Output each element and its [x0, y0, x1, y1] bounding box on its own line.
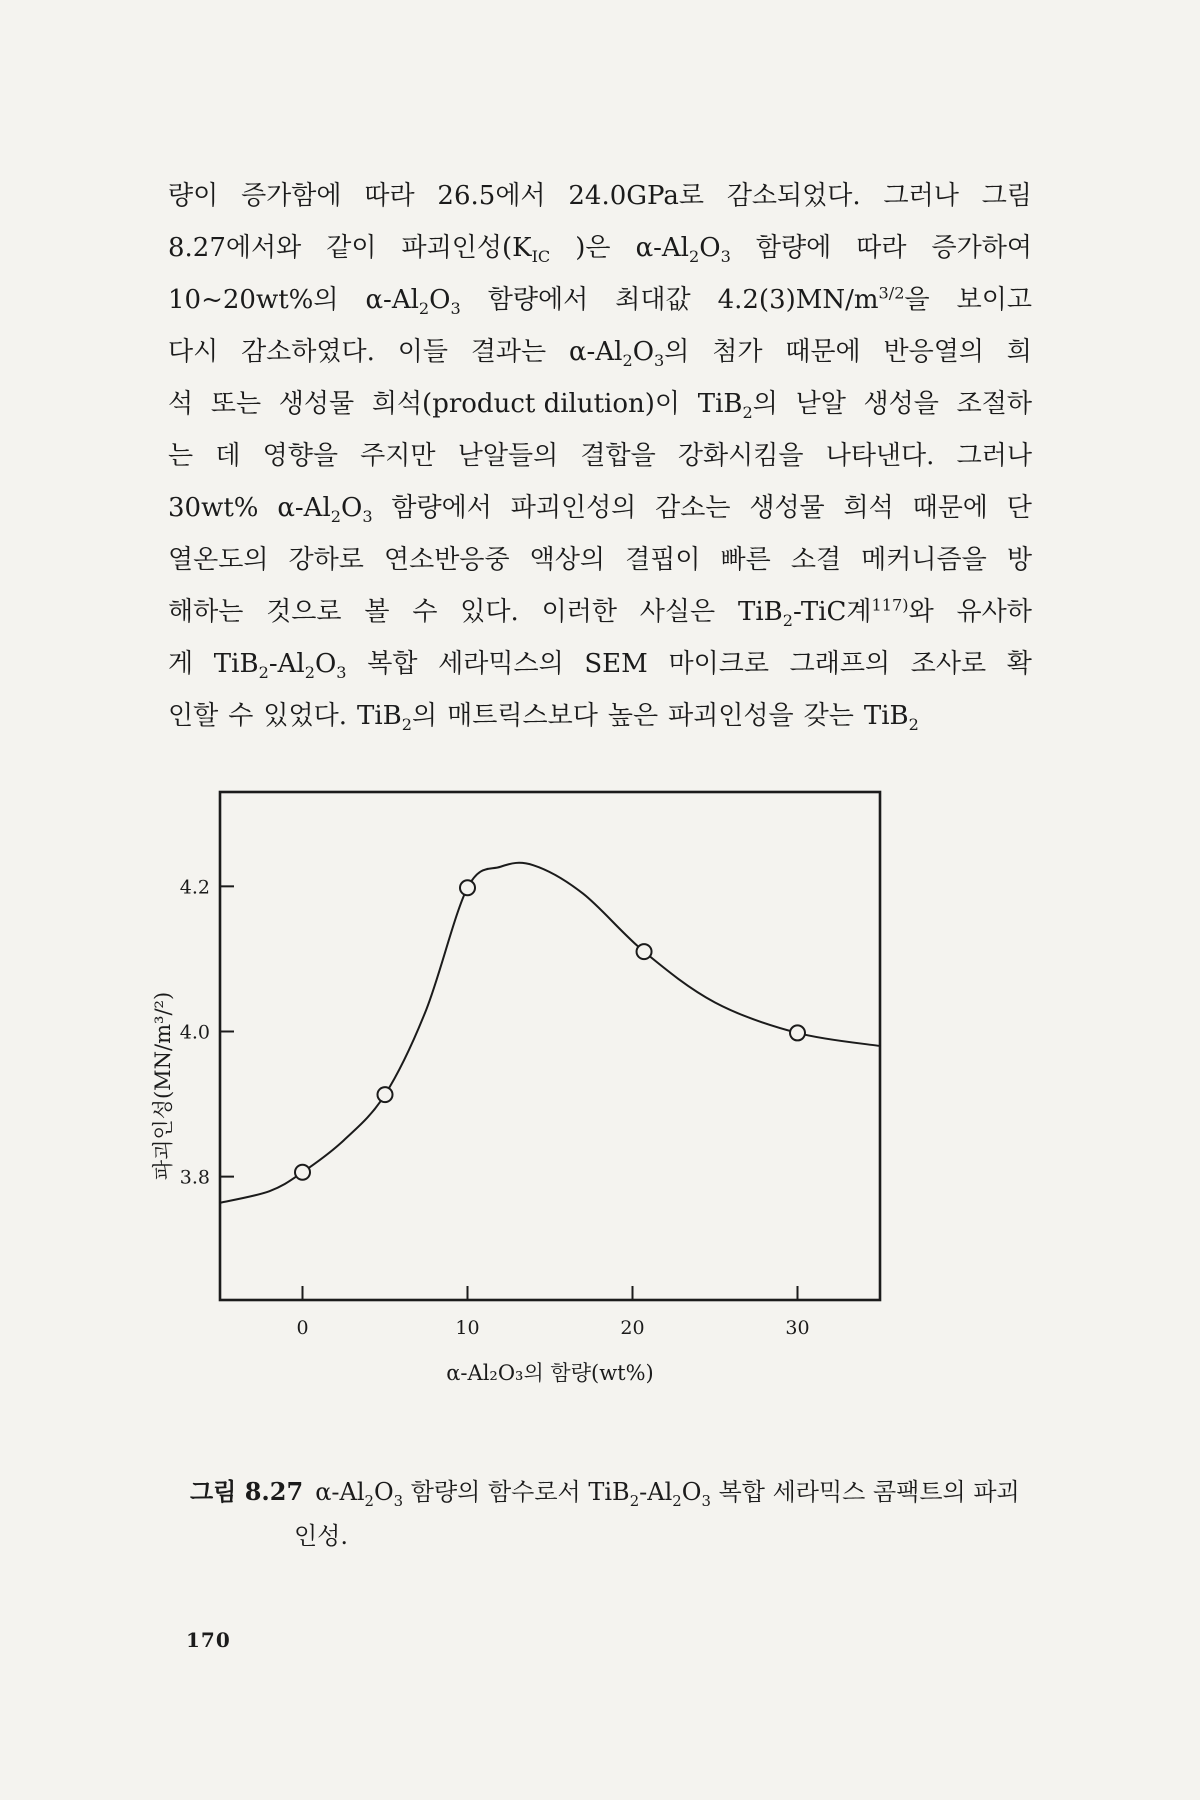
text-word: SEM: [584, 649, 648, 679]
text-word: 나타낸다.: [825, 441, 935, 471]
text-word: 같이: [326, 233, 377, 263]
text-word: 결과는: [470, 337, 547, 367]
text-word: 강화시킴을: [677, 441, 804, 471]
text-word: 때문에: [785, 337, 861, 367]
subscript: 3: [336, 663, 347, 683]
text-word: 희석(product dilution)이: [371, 389, 681, 419]
text-word: 최대값: [615, 285, 691, 315]
text-word: 첨가: [712, 337, 763, 367]
subscript: 3: [450, 299, 461, 319]
text-word: 조사로: [910, 649, 987, 679]
text-word: 게: [168, 649, 194, 679]
text-word: 그러나: [956, 441, 1032, 471]
text-word: 때문에: [912, 493, 988, 523]
text-word: 해하는: [168, 597, 244, 627]
body-line: [168, 222, 1032, 274]
text-word: 반응열의: [883, 337, 984, 367]
page-number: 170: [186, 1628, 231, 1652]
text-word: 인할: [168, 701, 219, 731]
subscript: 2: [622, 351, 633, 371]
subscript: 2: [629, 1491, 640, 1510]
figure-8-27: [140, 770, 1040, 1510]
text-word: 있다.: [460, 597, 519, 627]
text-word: 파괴인성을: [668, 701, 794, 731]
text-word: TiB$_2$의: [356, 701, 438, 735]
series-line: [220, 863, 880, 1203]
text-word: 또는: [210, 389, 262, 419]
superscript: 117): [871, 595, 909, 615]
body-line: [168, 482, 1032, 534]
subscript: 3: [362, 507, 373, 527]
caption-label: 그림 8.27: [190, 1477, 304, 1506]
text-word: 액상의: [529, 545, 606, 575]
text-word: 수: [228, 701, 254, 731]
text-word: 소결: [790, 545, 842, 575]
y-axis-label: 파괴인성(MN/m³/²): [151, 991, 175, 1181]
data-point: [295, 1165, 310, 1180]
text-word: 주지만: [360, 441, 436, 471]
x-tick-label: 0: [296, 1317, 309, 1339]
x-tick-label: 10: [455, 1317, 480, 1339]
text-word: 생성물: [278, 389, 355, 419]
caption-word: $\alpha-Al_2O_3$: [315, 1478, 404, 1510]
text-word: 30wt%: [168, 493, 259, 523]
text-word: 확: [1006, 649, 1032, 679]
text-word: 희: [1006, 337, 1032, 367]
body-line: [168, 326, 1032, 378]
text-word: 24.0GPa로: [568, 181, 704, 211]
data-point: [378, 1087, 393, 1102]
text-word: 결합을: [580, 441, 656, 471]
text-word: )은: [575, 233, 611, 263]
text-word: 빠른: [720, 545, 771, 575]
text-word: 사실은: [639, 597, 716, 627]
text-word: 그림: [981, 181, 1032, 211]
text-word: 26.5에서: [437, 181, 546, 211]
subscript: 3: [654, 351, 665, 371]
text-word: 량이: [168, 181, 219, 211]
text-word: 파괴인성의: [510, 493, 637, 523]
y-tick-label: 4.0: [179, 1021, 210, 1044]
text-word: $\alpha-Al_2O_3$: [365, 285, 461, 319]
subscript: 2: [742, 403, 753, 423]
data-point: [790, 1025, 805, 1040]
x-axis-label: α-Al₂O₃의 함량(wt%): [446, 1361, 654, 1385]
text-word: TiB$_2$의: [697, 389, 778, 423]
caption-word: 파괴: [973, 1478, 1020, 1506]
text-word: $\alpha-Al_2O_3$의: [569, 337, 690, 371]
subscript: 2: [908, 715, 919, 735]
text-word: 보이고: [956, 285, 1032, 315]
text-word: 갖는: [803, 701, 854, 731]
text-word: 감소하였다.: [241, 337, 375, 367]
text-word: 볼: [364, 597, 390, 627]
text-word: 영향을: [262, 441, 338, 471]
caption-word: $TiB_2-Al_2O_3$: [588, 1478, 711, 1510]
text-word: 세라믹스의: [438, 649, 564, 679]
text-word: 따라: [364, 181, 415, 211]
text-word: $\alpha-Al_2O_3$: [277, 493, 373, 527]
subscript: 2: [672, 1491, 682, 1510]
caption-word: 함량의: [410, 1478, 481, 1506]
subscript: 2: [364, 1491, 374, 1510]
text-word: 다시: [168, 337, 219, 367]
text-word: 는: [168, 441, 194, 471]
text-word: 있었다.: [263, 701, 347, 731]
body-line: [168, 274, 1032, 326]
fracture-toughness-chart: [140, 770, 1040, 1510]
body-line: [168, 638, 1032, 690]
text-word: 방: [1006, 545, 1032, 575]
text-word: 그러나: [883, 181, 959, 211]
subscript: 3: [701, 1491, 711, 1510]
text-word: 이러한: [541, 597, 617, 627]
x-tick-label: 20: [620, 1317, 645, 1339]
text-word: 매트릭스보다: [447, 701, 598, 731]
text-word: 감소되었다.: [726, 181, 861, 211]
body-line: [168, 170, 1032, 222]
subscript: 2: [689, 247, 700, 267]
body-line: [168, 430, 1032, 482]
x-tick-label: 30: [785, 1317, 810, 1339]
subscript: 2: [258, 663, 269, 683]
text-word: 그래프의: [789, 649, 891, 679]
text-word: 파괴인성($K_{IC}$: [401, 233, 551, 267]
subscript: 2: [782, 611, 793, 631]
text-word: 감소는: [655, 493, 731, 523]
text-word: 낟알들의: [457, 441, 559, 471]
text-word: 증가하여: [931, 233, 1032, 263]
body-line: [168, 378, 1032, 430]
text-word: 10~20wt%의: [168, 285, 339, 315]
body-line: [168, 586, 1032, 638]
data-point: [460, 880, 475, 895]
text-word: $\alpha-Al_2O_3$: [635, 233, 731, 267]
body-line: [168, 690, 1032, 742]
subscript: 2: [304, 663, 315, 683]
text-word: 수: [412, 597, 438, 627]
data-point: [637, 944, 652, 959]
y-tick-label: 4.2: [179, 876, 210, 899]
text-word: TiB$_2$-TiC계$^{117)}$와: [737, 595, 934, 631]
text-word: 열온도의: [168, 545, 269, 575]
figure-caption: [190, 1470, 1050, 1558]
subscript: 3: [720, 247, 731, 267]
text-word: 단: [1006, 493, 1032, 523]
caption-word: 복합: [718, 1478, 765, 1506]
text-word: 생성물: [749, 493, 825, 523]
text-word: 연소반응중: [383, 545, 510, 575]
text-word: 석: [168, 389, 194, 419]
text-word: 따라: [856, 233, 907, 263]
text-word: 생성을: [863, 389, 939, 419]
body-line: [168, 534, 1032, 586]
subscript: 3: [393, 1491, 404, 1510]
text-word: $4.2(3)MN/m^{3/2}$을: [717, 283, 930, 315]
caption-line-2: 인성.: [294, 1522, 348, 1550]
subscript: 2: [401, 715, 412, 735]
text-word: 것으로: [266, 597, 342, 627]
caption-word: 함수로서: [487, 1478, 581, 1506]
text-word: 증가함에: [241, 181, 342, 211]
subscript: IC: [531, 247, 551, 267]
text-word: $TiB_2-Al_2O_3$: [213, 649, 347, 683]
subscript: 2: [330, 507, 342, 527]
subscript: 2: [418, 299, 430, 319]
superscript: 3/2: [878, 283, 905, 303]
body-text: [168, 170, 1032, 742]
text-word: 함량에: [755, 233, 832, 263]
text-word: 이들: [397, 337, 448, 367]
text-word: 함량에서: [391, 493, 492, 523]
text-word: 조절하: [956, 389, 1032, 419]
text-word: 데: [215, 441, 241, 471]
text-word: 높은: [607, 701, 659, 731]
text-word: 마이크로: [668, 649, 769, 679]
text-word: TiB$_2$: [863, 701, 919, 735]
caption-word: 콤팩트의: [872, 1478, 966, 1506]
text-word: 복합: [367, 649, 418, 679]
text-word: 메커니즘을: [861, 545, 987, 575]
plot-frame: [220, 792, 880, 1300]
text-word: 8.27에서와: [168, 233, 302, 263]
caption-word: 세라믹스: [772, 1478, 866, 1506]
y-tick-label: 3.8: [179, 1166, 210, 1189]
text-word: 낟알: [795, 389, 846, 419]
text-word: 유사하: [956, 597, 1032, 627]
caption-line-1: [190, 1470, 1050, 1514]
text-word: 강하로: [288, 545, 364, 575]
text-word: 희석: [843, 493, 894, 523]
text-word: 결핍이: [625, 545, 701, 575]
text-word: 함량에서: [487, 285, 589, 315]
